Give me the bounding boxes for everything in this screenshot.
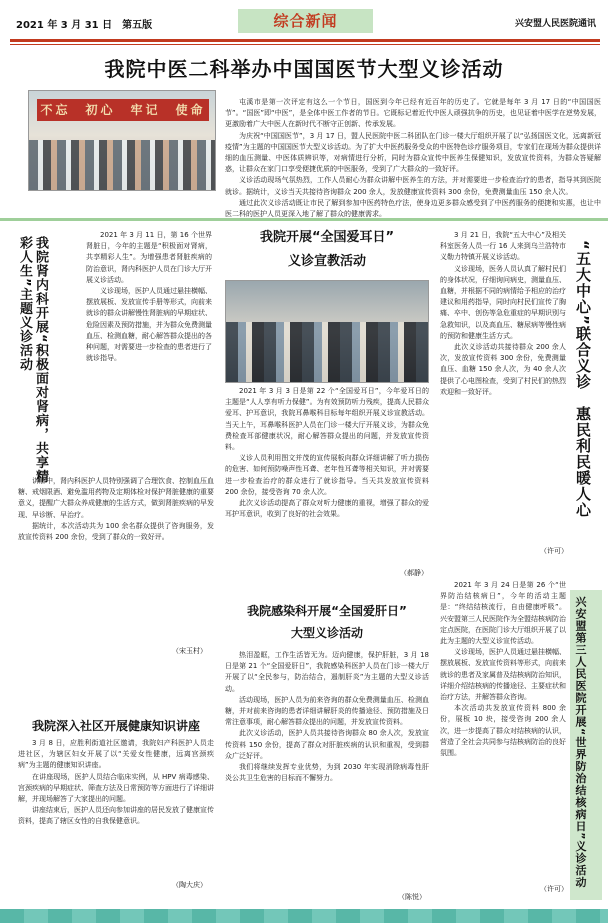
article3-paragraph: 据统计，本次活动共为 100 余名群众提供了咨询服务，发放宣传资料 200 余份，受到了群众的一致好评。 [18,521,214,542]
article1-photo [28,90,216,191]
article6-paragraph: 活动现场，医护人员为前来咨询的群众免费测量血压、检测血糖，并对前来咨询的患者详细讲解肝炎的传播途径、预防措施及日常注意事项，耐心解答群众提出的问题，并发放宣传资料。 [225,695,429,727]
photo-crowd [226,322,428,382]
footer-band [0,909,608,923]
section-title: 综合新闻 [238,9,373,33]
article4-text [18,738,214,878]
article1-text [225,97,601,219]
article6-title [225,600,429,644]
article5-title: “五大中心”联合义诊 惠民利民暖人心 [574,240,592,518]
article6-title-line: 我院感染科开展“全国爱肝日” [247,604,407,618]
article2-title [225,226,429,274]
article3-source: （宋玉村） [172,647,207,655]
article2-photo [225,280,429,383]
article7-source: （许可） [540,885,568,893]
page-header [10,6,600,46]
article6-paragraph: 我们将继续发挥专业优势，为到 2030 年实现消除病毒性肝炎公共卫生危害的目标而不懈努力。 [225,763,429,783]
article3-paragraph: 讲解中，肾内科医护人员特别强调了合理饮食、控制血压血糖、戒烟限酒、避免滥用药物及定期体检对保护肾脏健康的重要意义，提醒广大群众养成健康的生活方式，做到肾脏疾病的早发现、早诊断、早治疗。 [18,477,214,519]
article6-paragraph: 热泪盈眶，工作生活皆无为。迈向健康，保护肝脏，3 月 18 日是第 21 个“全国爱肝日”，我院感染科医护人员在门诊一楼大厅开展了以“全民参与，防治结合，遏制肝炎”为主题的大型义诊活动。 [225,651,429,693]
article7-text [440,580,566,880]
article4-title: 我院深入社区开展健康知识讲座 [31,719,200,733]
article5-paragraph: 3 月 21 日，我院“五大中心”及相关科室医务人员一行 16 人来到乌兰浩特市义勒力特镇开展义诊活动。 [440,231,566,262]
article6-title-line: 大型义诊活动 [290,626,363,640]
article5-source: （许可） [540,547,568,555]
article2-source: （郝静） [400,569,428,577]
article1-paragraph: 为庆祝“中国国医节”，3 月 17 日，盟人民医院中医二科团队在门诊一楼大厅组织开展了以“弘扬国医文化，远离新冠疫情”为主题的中国国医节大型义诊活动。为了扩大中医药服务受众的中医特色诊疗服务项目，专家们在现场为群众提供详细的血压测量、中医体质辨识等，对病情进行分析，同时为群众宣传中医养生保健知识，发放宣传资料，为群众答疑解惑，让群众在家门口享受便捷优质的中医服务，受到了广大群众的一致好评。 [225,131,601,174]
main-headline: 我院中医二科举办中国国医节大型义诊活动 [104,57,504,81]
article4-paragraph: 在讲座现场，医护人员结合临床实例，从 HPV 病毒感染、宫颈疾病的早期症状、筛查方法及日常预防等方面进行了详细讲解，并现场解答了大家提出的问题。 [18,772,214,804]
article4-paragraph: 3 月 8 日，应胜利街道社区邀请，我院妇产科医护人员走进社区，为辖区妇女开展了以“关爱女性健康，远离宫颈疾病”为主题的健康知识讲座。 [18,739,214,770]
article5-paragraph: 此次义诊活动共接待群众 200 余人次，发放宣传资料 300 余份，免费测量血压、血糖 150 余人次，为 40 余人次提供了心电图检查，受到了村民们的热烈欢迎和一致好评。 [440,343,566,396]
article3-title: 我院肾内科开展“积极面对肾病，共享精彩人生”主题义诊活动 [17,236,48,484]
article2-paragraph: 2021 年 3 月 3 日是第 22 个“全国爱耳日”，今年爱耳日的主题是“人人享有听力保健”。为有效预防听力残疾，提高人民群众爱耳、护耳意识，我院耳鼻喉科目标每年组织开展义诊宣教活动。当天上午，耳鼻喉科医护人员在门诊一楼大厅开展义诊，为群众免费检查耳部健康状况，耐心解答群众提出的问题，并发放宣传资料。 [225,387,429,452]
article2-text [225,386,429,566]
article7-paragraph: 2021 年 3 月 24 日是第 26 个“世界防治结核病日”，今年的活动主题是：“终结结核流行，自由健康呼吸”。兴安盟第三人民医院作为全盟结核病防治定点医院，在医院门诊大厅组织开展了以此为主题的大型义诊宣传活动。 [440,581,566,646]
article6-source: （陈悦） [398,893,426,901]
article1-paragraph: 通过此次义诊活动既让市民了解到参加中医药特色疗法，使身边更多群众感受到了中医药服务的便捷和实惠，也让中医二科的医护人员更深入地了解了群众的健康需求。 [225,198,601,219]
article3-paragraph: 2021 年 3 月 11 日，第 16 个世界肾脏日，今年的主题是“积极面对肾病，共享精彩人生”。为增强患者肾脏疾病的防治意识，肾内科医护人员在门诊大厅开展义诊活动。 [86,231,212,284]
article5-text [440,230,566,540]
article7-paragraph: 本次活动共发放宣传资料 800 余份，展板 10 块，接受咨询 200 余人次，进一步提高了群众对结核病的认识，营造了全社会共同参与结核病防治的良好氛围。 [440,704,566,758]
header-rule [10,39,600,42]
article3-text-col1 [86,230,212,475]
article3-text-col2 [18,476,214,636]
article2-title-line: 义诊宣教活动 [287,254,366,269]
article1-paragraph: 屯溪市是第一次评定有这么一个节日，国医到今年已经有近百年的历史了。它就是每年 3 月 17 日的“中国国医节”。“国医”即“中医”，是全体中医工作者的节日。它既标记着近代中医人顽强抗争的历史，也见证着中医学在逆势发展，更激励着广大中医人在新时代不断守正创新、传承发展。 [225,98,601,129]
photo-crowd [29,140,215,190]
section-divider [0,218,608,221]
article4-source: （陶大庆） [172,881,207,889]
article3-paragraph: 义诊现场，医护人员通过悬挂横幅、摆放展板、发放宣传手册等形式，向前来就诊的群众讲解慢性肾脏病的早期症状、危险因素及预防措施，并为群众免费测量血压、检测血糖，耐心解答群众提出的各种问题，对需要进一步检查的患者进行了就诊指导。 [86,287,212,363]
article7-title: 兴安盟第三人民医院开展“世界防治结核病日”义诊活动 [574,596,587,889]
article4-paragraph: 讲座结束后，医护人员还向参加讲座的居民发放了健康宣传资料，提高了辖区女性的自我保健意识。 [18,806,214,826]
article6-text [225,650,429,890]
article2-title-line: 我院开展“全国爱耳日” [259,230,395,245]
issue-date: 2021 年 3 月 31 日 第五版 [16,20,153,31]
newspaper-name: 兴安盟人民医院通讯 [514,19,596,29]
article6-paragraph: 此次义诊活动，医护人员共接待咨询群众 80 余人次，发放宣传资料 150 余份，提高了群众对肝脏疾病的认识和重视，受到群众广泛好评。 [225,729,429,760]
article2-paragraph: 义诊人员利用图文并茂的宣传展板向群众详细讲解了听力损伤的危害、如何预防噪声性耳聋、老年性耳聋等相关知识，并对需要进一步检查治疗的群众进行了就诊指导。当天共发放宣传资料 200 余份，接受咨询 70 余人次。 [225,454,429,496]
header-rule-thin [10,44,600,45]
article2-paragraph: 此次义诊活动提高了群众对听力健康的重视，增强了群众的爱耳护耳意识，收到了良好的社会效果。 [225,499,429,519]
article1-paragraph: 义诊活动现场气氛热烈，工作人员耐心为群众讲解中医养生的方法，并对需要进一步检查治疗的患者，指导其到医院就诊。据统计，义诊当天共接待咨询群众 200 余人，发放健康宣传资料 300 余份，免费测量血压 150 余人次。 [225,176,601,196]
article5-paragraph: 义诊现场，医务人员认真了解村民们的身体状况，仔细询问病史，测量血压、血糖，并根据不同的病情给予相应的治疗建议和用药指导，同时向村民们宣传了胸痛、卒中、创伤等急危重症的早期识别与急救知识，以及高血压、糖尿病等慢性病的预防和健康生活方式。 [440,264,566,340]
article7-paragraph: 义诊现场，医护人员通过悬挂横幅、摆放展板、发放宣传资料等形式，向前来就诊的患者及家属普及结核病防治知识，详细介绍结核病的传播途径、主要症状和治疗方法，并解答群众咨询。 [440,648,566,702]
photo-banner: 不忘 初心 牢记 使命 [37,99,209,121]
